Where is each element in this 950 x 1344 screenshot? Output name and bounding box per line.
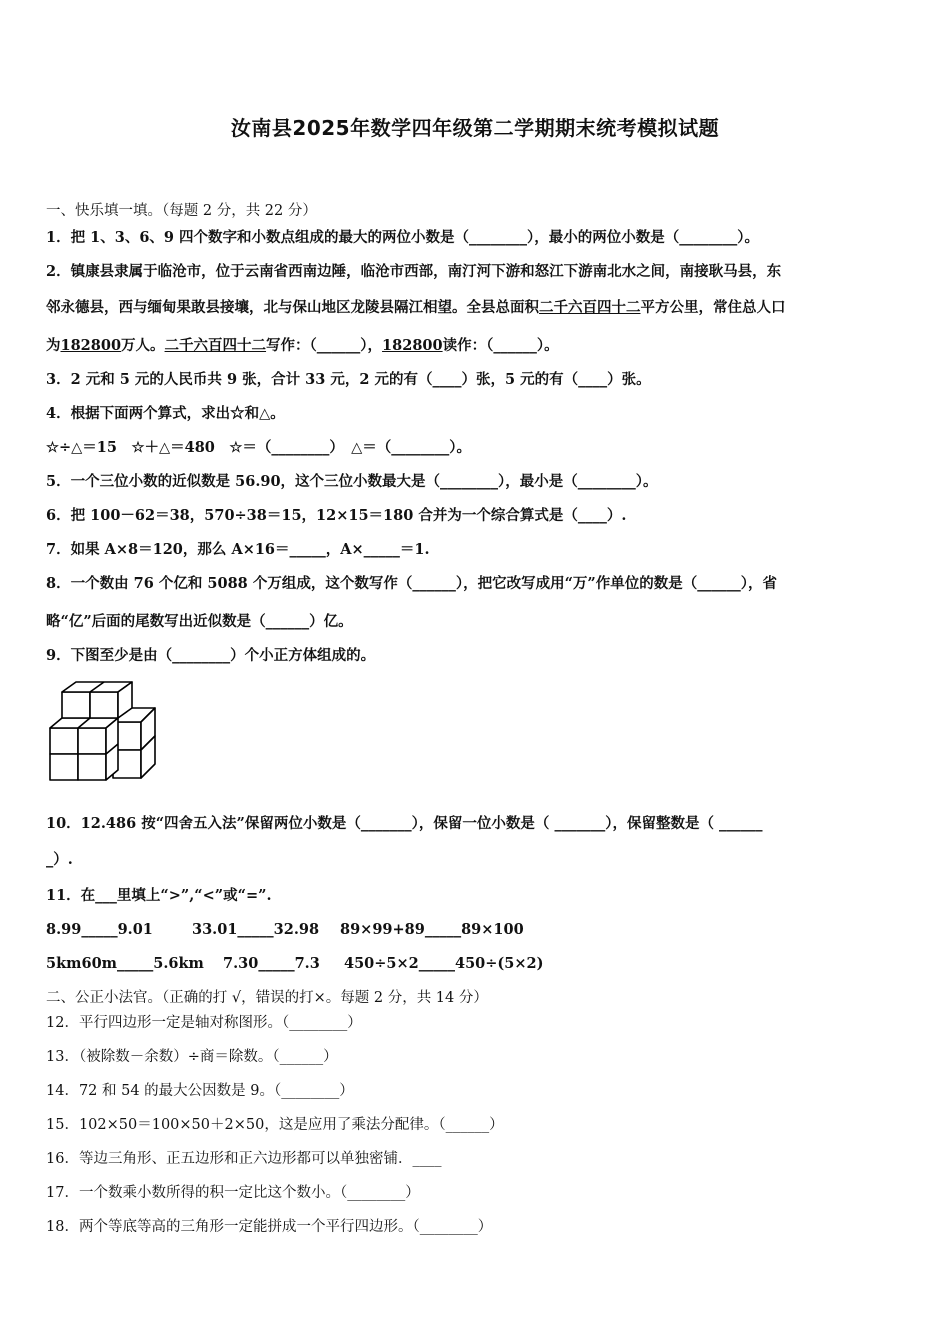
question-6: 6．把 100－62＝38，570÷38＝15，12×15＝180 合并为一个综合算式是（____）. bbox=[46, 507, 627, 524]
q2-mid: 万人。 bbox=[121, 337, 165, 354]
question-15: 15．102×50＝100×50＋2×50，这是应用了乘法分配律。（______） bbox=[46, 1117, 504, 1133]
q2-write: 写作：（______）， bbox=[266, 337, 383, 354]
question-13: 13．（被除数－余数）÷商＝除数。（______） bbox=[46, 1049, 338, 1065]
q2-population-number-again: 182800 bbox=[382, 337, 443, 354]
question-2-line-1: 2．镇康县隶属于临沧市，位于云南省西南边陲，临沧市西部，南汀河下游和怒江下游南北水之间，南接耿马县，东 bbox=[46, 263, 782, 280]
question-7: 7．如果 A×8＝120，那么 A×16＝_____，A×_____＝1. bbox=[46, 541, 430, 558]
section-1-heading: 一、快乐填一填。（每题 2 分，共 22 分） bbox=[46, 203, 317, 219]
question-12: 12．平行四边形一定是轴对称图形。（________） bbox=[46, 1015, 362, 1031]
q2-text-a: 邻永德县，西与缅甸果敢县接壤，北与保山地区龙陵县隔江相望。全县总面积 bbox=[46, 299, 539, 316]
cube-stack-figure bbox=[46, 680, 162, 788]
compare-item: 450÷5×2_____450÷(5×2) bbox=[344, 955, 544, 972]
q2-read: 读作：（______）。 bbox=[442, 337, 559, 354]
section-2-heading: 二、公正小法官。（正确的打 √，错误的打×。每题 2 分，共 14 分） bbox=[46, 990, 488, 1006]
question-3: 3．2 元和 5 元的人民币共 9 张，合计 33 元，2 元的有（____）张，5 元的有（____）张。 bbox=[46, 371, 651, 388]
compare-item: 5km60m_____5.6km bbox=[46, 955, 204, 972]
question-9: 9．下图至少是由（________）个小正方体组成的。 bbox=[46, 647, 376, 664]
page-title: 汝南县2025年数学四年级第二学期期末统考模拟试题 bbox=[230, 116, 720, 140]
q2-area-number: 二千六百四十二 bbox=[539, 299, 641, 316]
question-8-line-1: 8．一个数由 76 个亿和 5088 个万组成，这个数写作（______），把它改写成用“万”作单位的数是（______），省 bbox=[46, 575, 777, 592]
q2-text-b: 平方公里，常住总人口 bbox=[640, 299, 786, 316]
question-5: 5．一个三位小数的近似数是 56.90，这个三位小数最大是（________），最小是（________）。 bbox=[46, 473, 658, 490]
question-16: 16．等边三角形、正五边形和正六边形都可以单独密铺．____ bbox=[46, 1151, 442, 1167]
question-8-line-2: 略“亿”后面的尾数写出近似数是（______）亿。 bbox=[46, 613, 353, 630]
question-11: 11．在___里填上“>”,“<”或“=”. bbox=[46, 887, 272, 904]
compare-item: 33.01_____32.98 bbox=[192, 921, 320, 938]
compare-item: 89×99+89_____89×100 bbox=[340, 921, 524, 938]
q2-population-number: 182800 bbox=[60, 337, 122, 354]
q2-area-number-again: 二千六百四十二 bbox=[164, 337, 267, 354]
question-4: 4．根据下面两个算式，求出☆和△。 bbox=[46, 405, 285, 422]
question-2-line-2 bbox=[46, 298, 906, 318]
question-2-line-3 bbox=[46, 336, 906, 356]
compare-item: 7.30_____7.3 bbox=[223, 955, 320, 972]
q2-prefix: 为 bbox=[46, 337, 61, 354]
question-17: 17．一个数乘小数所得的积一定比这个数小。（________） bbox=[46, 1185, 420, 1201]
compare-item: 8.99_____9.01 bbox=[46, 921, 153, 938]
question-4-formula: ☆÷△＝15 ☆＋△＝480 ☆＝（________） △＝（________）。 bbox=[46, 439, 472, 456]
question-10-line-2: _）. bbox=[46, 851, 73, 868]
question-10-line-1: 10．12.486 按“四舍五入法”保留两位小数是（_______），保留一位小数是（ _______），保留整数是（ ______ bbox=[46, 815, 763, 832]
question-1: 1．把 1、3、6、9 四个数字和小数点组成的最大的两位小数是（________），最小的两位小数是（________）。 bbox=[46, 229, 760, 246]
question-14: 14．72 和 54 的最大公因数是 9。（________） bbox=[46, 1083, 354, 1099]
question-18: 18．两个等底等高的三角形一定能拼成一个平行四边形。（________） bbox=[46, 1219, 493, 1235]
